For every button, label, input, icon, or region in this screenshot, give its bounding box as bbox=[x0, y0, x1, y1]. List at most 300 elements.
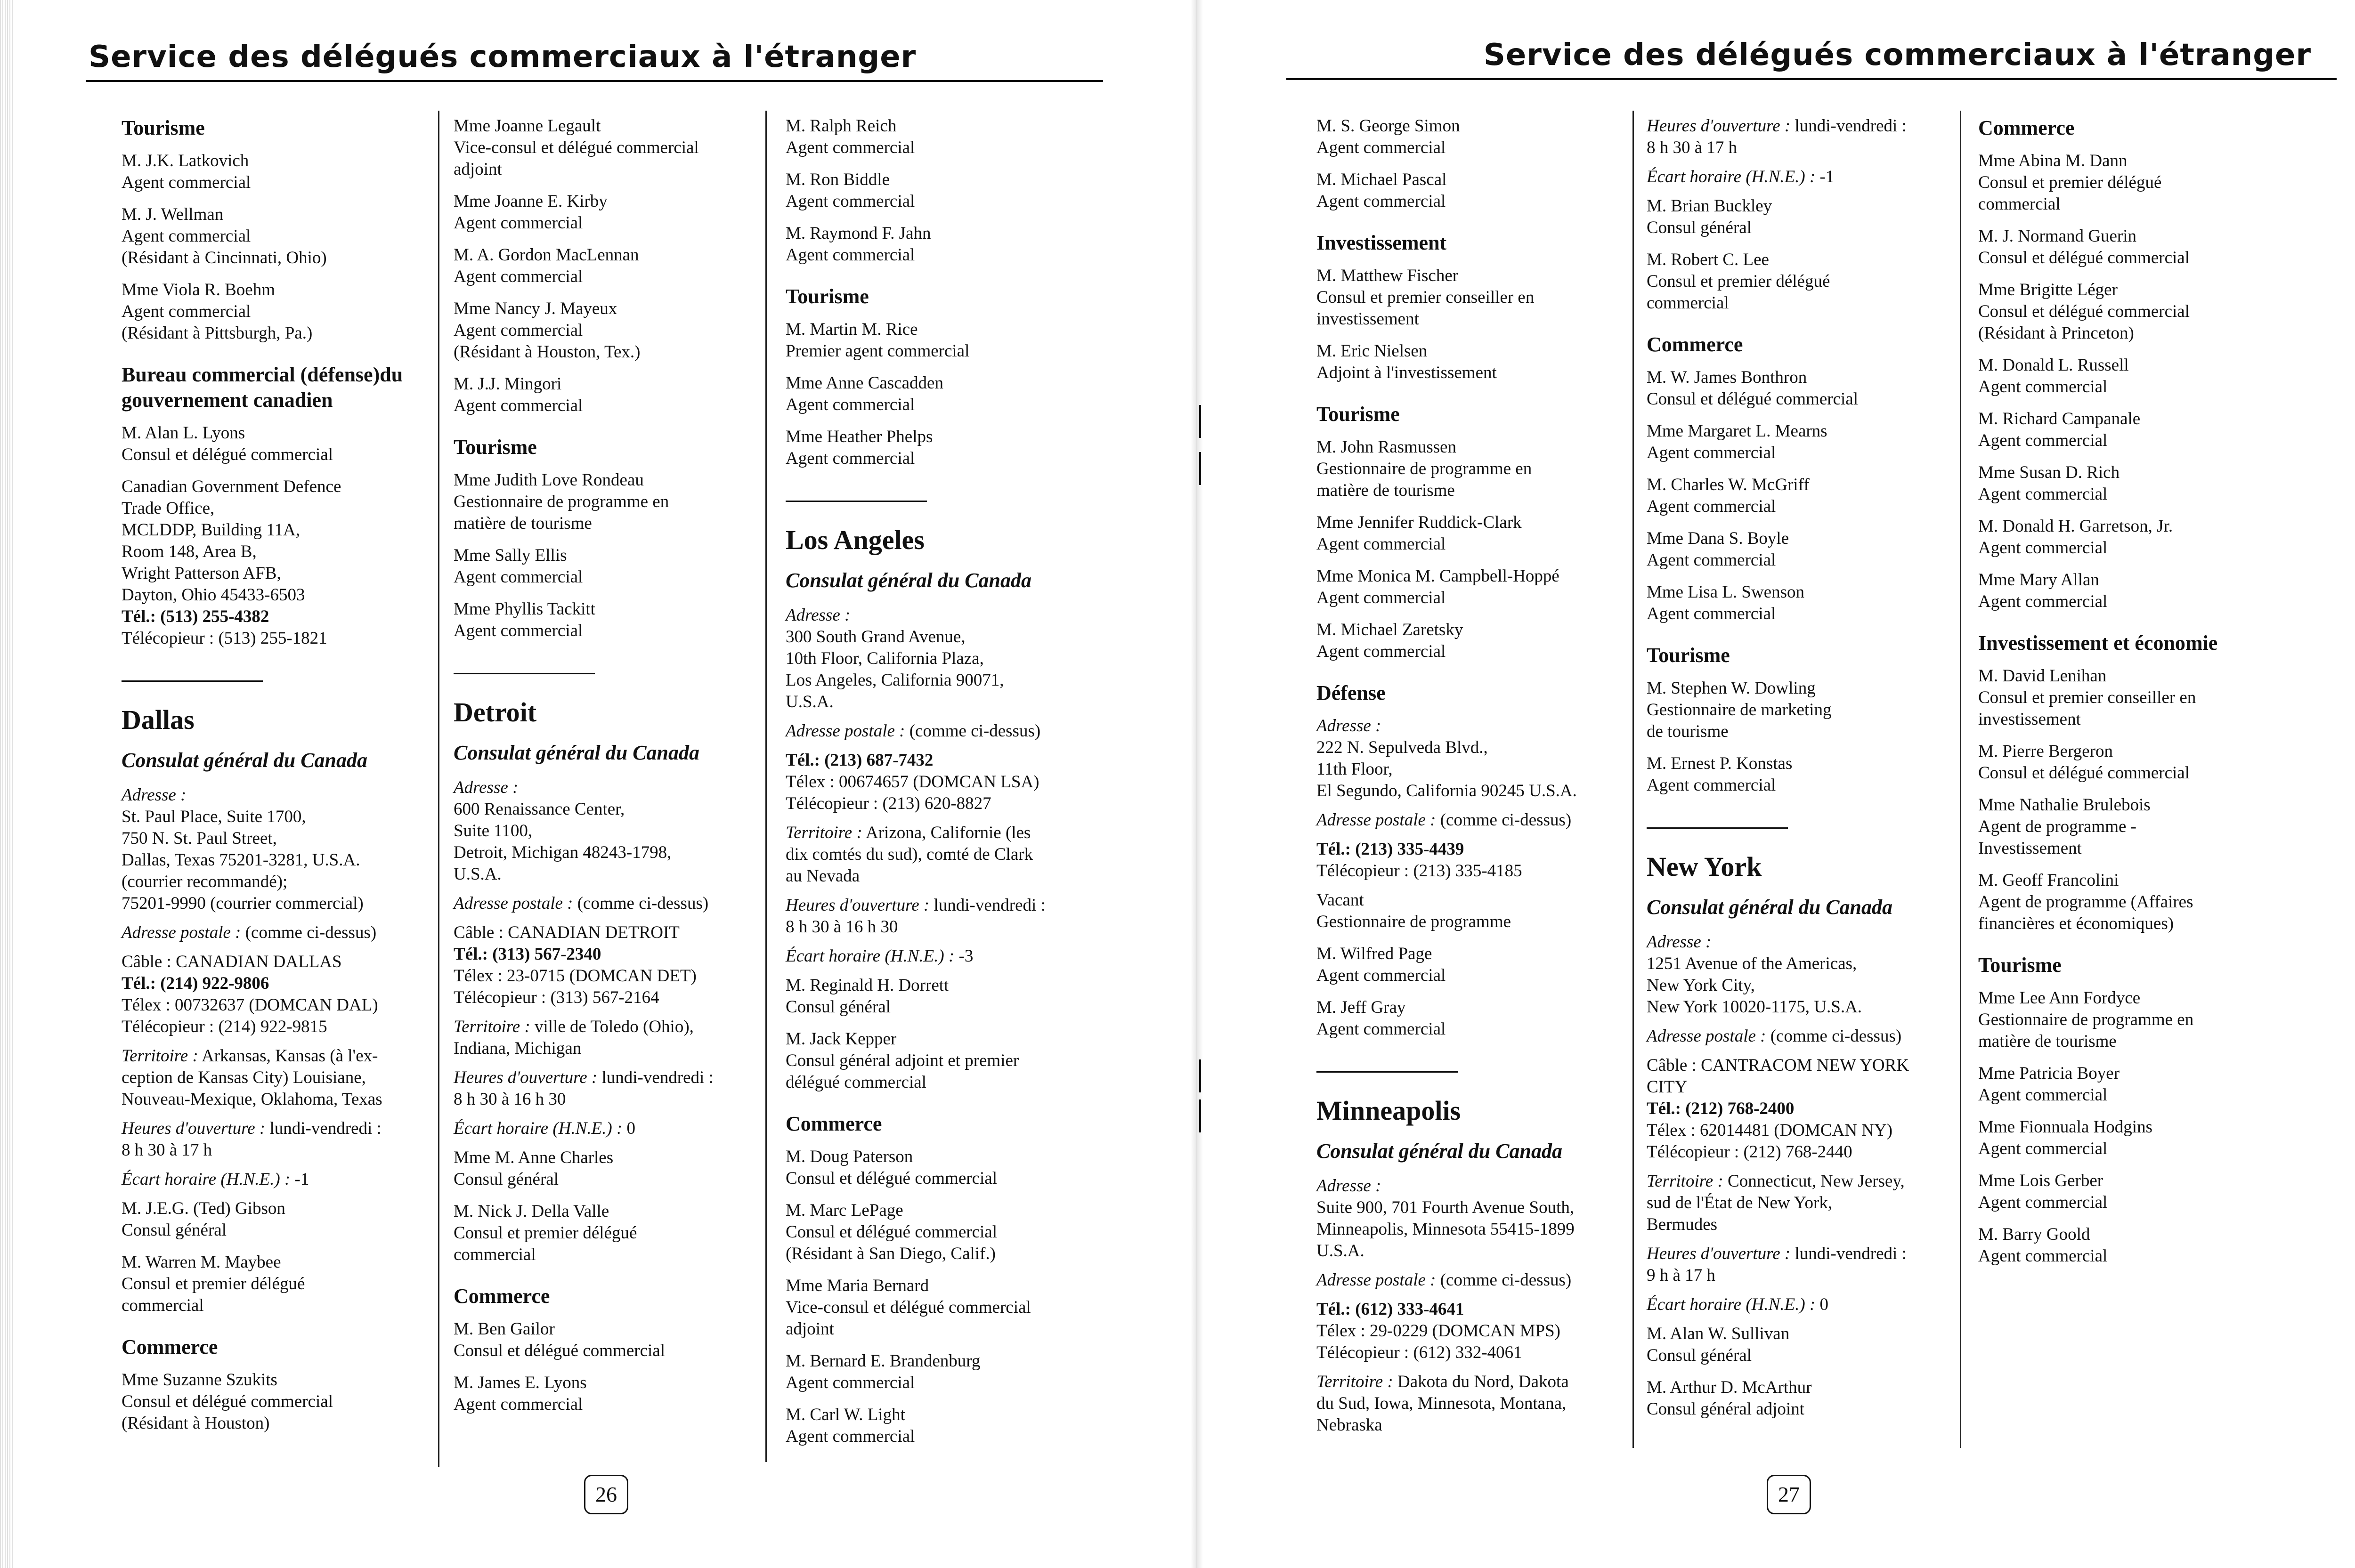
city-heading: New York bbox=[1647, 851, 1762, 882]
postal-address bbox=[1316, 1269, 1608, 1291]
contact-numbers bbox=[1647, 1055, 1939, 1163]
contact-entry bbox=[1647, 753, 1939, 796]
left-column-2 bbox=[454, 115, 746, 1426]
text-line: M. Alan L. Lyons bbox=[122, 423, 245, 443]
text-line: 1251 Avenue of the Americas, bbox=[1647, 954, 1857, 973]
contact-entry bbox=[454, 1372, 746, 1415]
hours-label: Heures d'ouverture : bbox=[786, 896, 930, 915]
address-lines bbox=[1647, 953, 1939, 1018]
offset-label: Écart horaire (H.N.E.) : bbox=[786, 946, 955, 966]
text-line: commercial bbox=[454, 1245, 536, 1264]
text-line: Mme Lee Ann Fordyce bbox=[1978, 988, 2141, 1008]
postal-label: Adresse postale : bbox=[122, 923, 241, 942]
text-line: Agent commercial bbox=[786, 245, 915, 265]
address-block bbox=[786, 605, 1078, 713]
right-page bbox=[1197, 0, 2355, 1568]
left-column-1 bbox=[122, 115, 414, 1445]
contact-entry bbox=[1316, 436, 1608, 501]
text-line: M. Ben Gailor bbox=[454, 1319, 555, 1339]
address-lines bbox=[122, 806, 414, 914]
text-line: Mme Lois Gerber bbox=[1978, 1171, 2103, 1190]
text-line: Mme Nancy J. Mayeux bbox=[454, 299, 617, 318]
text-line: Consul et premier délégué bbox=[1647, 272, 1830, 291]
text-line: Mme Joanne Legault bbox=[454, 116, 601, 136]
text-line: Consul et premier délégué bbox=[122, 1274, 305, 1293]
fax: Télécopieur : (214) 922-9815 bbox=[122, 1017, 327, 1036]
text-line: M. W. James Bonthron bbox=[1647, 368, 1807, 387]
fax: Télécopieur : (213) 335-4185 bbox=[1316, 861, 1522, 881]
opening-hours bbox=[1647, 1243, 1939, 1286]
page-title: Service des délégués commerciaux à l'étranger bbox=[89, 40, 917, 74]
text-line: Agent commercial bbox=[1978, 1139, 2108, 1158]
text-line: Agent commercial bbox=[786, 395, 915, 414]
text-line: 8 h 30 à 17 h bbox=[122, 1140, 212, 1160]
phone: Tél.: (313) 567-2340 bbox=[454, 945, 601, 964]
text-line: matière de tourisme bbox=[1978, 1032, 2117, 1051]
text-line: Agent commercial bbox=[786, 138, 915, 157]
text-line: Consul et premier conseiller en bbox=[1316, 288, 1535, 307]
column-separator bbox=[1632, 111, 1634, 1448]
address-block bbox=[454, 777, 746, 885]
offset-value: 0 bbox=[1815, 1295, 1829, 1314]
text-line: Agent commercial bbox=[786, 1373, 915, 1392]
postal-value: (comme ci-dessus) bbox=[1766, 1026, 1902, 1046]
text-line: M. J.K. Latkovich bbox=[122, 151, 249, 170]
address-lines bbox=[454, 799, 746, 885]
text-line: lundi-vendredi : bbox=[929, 896, 1046, 915]
text-line: Dallas, Texas 75201-3281, U.S.A. bbox=[122, 850, 360, 870]
contact-entry bbox=[1978, 569, 2270, 613]
contact-entry bbox=[122, 1252, 414, 1317]
text-line: Mme Margaret L. Mearns bbox=[1647, 421, 1827, 441]
address-block bbox=[1647, 931, 1939, 1018]
text-line: Câble : CANTRACOM NEW YORK bbox=[1647, 1056, 1909, 1075]
text-line: (Résidant à Cincinnati, Ohio) bbox=[122, 248, 327, 267]
text-line: commercial bbox=[1647, 293, 1729, 313]
text-line: ville de Toledo (Ohio), bbox=[530, 1017, 694, 1036]
text-line: Agent commercial bbox=[786, 1427, 915, 1446]
fax: Télécopieur : (513) 255-1821 bbox=[122, 629, 327, 648]
contact-entry bbox=[454, 244, 746, 288]
section-heading: Tourisme bbox=[1647, 644, 1730, 667]
contact-entry bbox=[1316, 943, 1608, 986]
text-line: commercial bbox=[122, 1296, 204, 1315]
text-line: M. Barry Goold bbox=[1978, 1225, 2090, 1244]
text-line: Agent commercial bbox=[454, 567, 583, 587]
text-line: Suite 900, 701 Fourth Avenue South, bbox=[1316, 1198, 1575, 1217]
text-line: Agent commercial bbox=[122, 173, 251, 192]
contact-entry bbox=[786, 1404, 1078, 1447]
text-line: Gestionnaire de programme en bbox=[454, 492, 669, 511]
text-line: M. Martin M. Rice bbox=[786, 320, 918, 339]
territory bbox=[1316, 1371, 1608, 1436]
text-line: Consul général bbox=[454, 1170, 559, 1189]
offset-label: Écart horaire (H.N.E.) : bbox=[122, 1170, 291, 1189]
text-line: Gestionnaire de programme bbox=[1316, 912, 1511, 931]
text-line: M. Brian Buckley bbox=[1647, 196, 1772, 216]
text-line: Agent commercial bbox=[1978, 1085, 2108, 1105]
time-offset bbox=[1647, 1294, 1939, 1316]
offset-value: -1 bbox=[290, 1170, 309, 1189]
opening-hours bbox=[786, 895, 1078, 938]
contact-numbers bbox=[122, 951, 414, 1038]
text-line: Consul et premier délégué bbox=[1978, 173, 2162, 192]
text-line: Agent commercial bbox=[1978, 431, 2108, 450]
text-line: MCLDDP, Building 11A, bbox=[122, 520, 300, 540]
postal-label: Adresse postale : bbox=[454, 894, 573, 913]
text-line: M. Jeff Gray bbox=[1316, 998, 1406, 1017]
telex: Télex : 00732637 (DOMCAN DAL) bbox=[122, 995, 378, 1015]
text-line: Gestionnaire de marketing bbox=[1647, 700, 1832, 719]
text-line: (Résidant à Houston) bbox=[122, 1414, 270, 1433]
contact-entry bbox=[1978, 1063, 2270, 1106]
fax: Télécopieur : (212) 768-2440 bbox=[1647, 1142, 1852, 1162]
text-line: Mme Lisa L. Swenson bbox=[1647, 582, 1805, 602]
contact-entry bbox=[1647, 528, 1939, 571]
text-line: Agent commercial bbox=[1316, 138, 1446, 157]
phone: Tél.: (214) 922-9806 bbox=[122, 974, 269, 993]
text-line: M. A. Gordon MacLennan bbox=[454, 245, 639, 265]
text-line: Mme Dana S. Boyle bbox=[1647, 529, 1789, 548]
text-line: Nouveau-Mexique, Oklahoma, Texas bbox=[122, 1090, 382, 1109]
address-lines bbox=[122, 476, 414, 606]
text-line: M. Nick J. Della Valle bbox=[454, 1202, 609, 1221]
contact-entry bbox=[454, 1318, 746, 1362]
text-line: Agent commercial bbox=[1316, 534, 1446, 554]
address-lines bbox=[1316, 1197, 1608, 1262]
text-line: Consul et délégué commercial bbox=[122, 445, 333, 464]
postal-label: Adresse postale : bbox=[1316, 810, 1436, 830]
time-offset bbox=[122, 1169, 414, 1190]
postal-address bbox=[122, 922, 414, 944]
text-line: Agent commercial bbox=[454, 1395, 583, 1414]
fax: Télécopieur : (612) 332-4061 bbox=[1316, 1343, 1522, 1362]
consulate-heading: Consulat général du Canada bbox=[1647, 896, 1893, 919]
contact-entry bbox=[454, 598, 746, 642]
territory-label: Territoire : bbox=[454, 1017, 530, 1036]
text-line: Mme Anne Cascadden bbox=[786, 373, 943, 393]
page-number: 27 bbox=[1767, 1475, 1811, 1514]
contact-entry bbox=[122, 422, 414, 466]
text-line: sud de l'État de New York, bbox=[1647, 1193, 1833, 1212]
contact-entry bbox=[1978, 279, 2270, 344]
page-number: 26 bbox=[584, 1475, 628, 1514]
title-rule bbox=[86, 80, 1103, 82]
text-line: dix comtés du sud), comté de Clark bbox=[786, 845, 1033, 864]
text-line: Mme Heather Phelps bbox=[786, 427, 933, 446]
contact-entry bbox=[786, 319, 1078, 362]
text-line: CITY bbox=[1647, 1077, 1688, 1097]
city-divider bbox=[786, 501, 927, 502]
contact-numbers bbox=[1316, 1299, 1608, 1364]
text-line: Dakota du Nord, Dakota bbox=[1393, 1372, 1569, 1391]
text-line: Mme M. Anne Charles bbox=[454, 1148, 614, 1167]
hours-label: Heures d'ouverture : bbox=[122, 1119, 266, 1138]
text-line: Investissement bbox=[1978, 839, 2082, 858]
text-line: M. John Rasmussen bbox=[1316, 437, 1457, 457]
contact-entry bbox=[1647, 195, 1939, 239]
contact-entry bbox=[1978, 150, 2270, 215]
city-divider bbox=[454, 673, 595, 674]
text-line: Agent commercial bbox=[122, 302, 251, 321]
text-line: (Résidant à San Diego, Calif.) bbox=[786, 1244, 996, 1263]
address-block bbox=[1316, 1175, 1608, 1262]
telex: Télex : 00674657 (DOMCAN LSA) bbox=[786, 772, 1039, 792]
right-column-2 bbox=[1647, 115, 1939, 1431]
address-lines bbox=[1316, 737, 1608, 802]
text-line: Agent commercial bbox=[1978, 485, 2108, 504]
text-line: Mme Phyllis Tackitt bbox=[454, 599, 595, 619]
text-line: lundi-vendredi : bbox=[265, 1119, 382, 1138]
text-line: adjoint bbox=[454, 160, 502, 179]
postal-address bbox=[454, 893, 746, 914]
text-line: M. Bernard E. Brandenburg bbox=[786, 1351, 981, 1371]
contact-entry bbox=[1647, 1377, 1939, 1420]
text-line: M. Warren M. Maybee bbox=[122, 1253, 281, 1272]
text-line: Bureau commercial (défense) bbox=[122, 363, 380, 386]
text-line: investissement bbox=[1316, 309, 1419, 329]
text-line: (Résidant à Houston, Tex.) bbox=[454, 342, 641, 362]
text-line: Agent commercial bbox=[1978, 1246, 2108, 1266]
text-line: Agent commercial bbox=[786, 192, 915, 211]
text-line: Arizona, Californie (les bbox=[862, 823, 1031, 842]
address-label: Adresse : bbox=[1316, 1176, 1381, 1196]
text-line: Agent commercial bbox=[786, 449, 915, 468]
section-heading: Investissement bbox=[1316, 231, 1447, 254]
postal-address bbox=[1316, 809, 1608, 831]
text-line: M. Ralph Reich bbox=[786, 116, 897, 136]
text-line: Mme Suzanne Szukits bbox=[122, 1370, 277, 1390]
text-line: au Nevada bbox=[786, 866, 860, 886]
contact-entry bbox=[786, 372, 1078, 416]
offset-value: 0 bbox=[622, 1119, 636, 1138]
text-line: Consul général bbox=[122, 1220, 227, 1240]
contact-entry bbox=[454, 191, 746, 234]
text-line: 222 N. Sepulveda Blvd., bbox=[1316, 738, 1488, 757]
right-column-3 bbox=[1978, 115, 2270, 1277]
text-line: 11th Floor, bbox=[1316, 760, 1393, 779]
text-line: Arkansas, Kansas (à l'ex- bbox=[198, 1046, 378, 1066]
text-line: financières et économiques) bbox=[1978, 914, 2174, 933]
text-line: Agent commercial bbox=[1316, 192, 1446, 211]
text-line: M. J.E.G. (Ted) Gibson bbox=[122, 1199, 285, 1218]
text-line: Consul général adjoint bbox=[1647, 1399, 1804, 1419]
phone: Tél.: (212) 768-2400 bbox=[1647, 1099, 1795, 1118]
phone: Tél.: (612) 333-4641 bbox=[1316, 1300, 1464, 1319]
title-rule bbox=[1286, 78, 2337, 80]
text-line: Consul et délégué commercial bbox=[786, 1222, 997, 1242]
text-line: Consul et délégué commercial bbox=[1978, 302, 2190, 321]
text-line: Gestionnaire de programme en bbox=[1978, 1010, 2194, 1029]
postal-value: (comme ci-dessus) bbox=[905, 721, 1041, 741]
postal-label: Adresse postale : bbox=[786, 721, 905, 741]
time-offset bbox=[786, 946, 1078, 967]
text-line: (courrier recommandé); bbox=[122, 872, 288, 891]
contact-entry bbox=[786, 1146, 1078, 1189]
contact-entry bbox=[454, 545, 746, 588]
text-line: Agent commercial bbox=[1978, 1193, 2108, 1212]
contact-entry bbox=[1316, 115, 1608, 159]
city-divider bbox=[122, 680, 263, 682]
text-line: Agent commercial bbox=[454, 213, 583, 233]
section-heading: Tourisme bbox=[1978, 954, 2062, 977]
cable: Câble : CANADIAN DETROIT bbox=[454, 923, 680, 942]
city-heading: Minneapolis bbox=[1316, 1095, 1461, 1126]
offset-label: Écart horaire (H.N.E.) : bbox=[454, 1119, 623, 1138]
text-line: Minneapolis, Minnesota 55415-1899 bbox=[1316, 1220, 1575, 1239]
text-line: Agent de programme - bbox=[1978, 817, 2136, 836]
text-line: Agent commercial bbox=[1647, 497, 1776, 516]
text-line: St. Paul Place, Suite 1700, bbox=[122, 807, 306, 826]
contact-entry bbox=[454, 469, 746, 534]
hours-label: Heures d'ouverture : bbox=[454, 1068, 598, 1087]
text-line: Los Angeles, California 90071, bbox=[786, 671, 1004, 690]
text-line: (Résidant à Pittsburgh, Pa.) bbox=[122, 323, 313, 343]
text-line: commercial bbox=[1978, 194, 2061, 214]
territory-label: Territoire : bbox=[1647, 1172, 1723, 1191]
text-line: M. Wilfred Page bbox=[1316, 944, 1432, 963]
contact-entry bbox=[1978, 226, 2270, 269]
offset-value: -3 bbox=[954, 946, 974, 966]
territory bbox=[454, 1016, 746, 1059]
text-line: M. Geoff Francolini bbox=[1978, 871, 2119, 890]
contact-numbers bbox=[1316, 839, 1608, 882]
text-line: Canadian Government Defence bbox=[122, 477, 341, 496]
text-line: Mme Abina M. Dann bbox=[1978, 151, 2128, 170]
text-line: Agent commercial bbox=[1316, 642, 1446, 661]
contact-entry bbox=[454, 373, 746, 417]
contact-entry bbox=[1978, 1116, 2270, 1160]
text-line: Bermudes bbox=[1647, 1215, 1718, 1234]
contact-entry bbox=[1316, 889, 1608, 933]
postal-label: Adresse postale : bbox=[1316, 1270, 1436, 1290]
text-line: délégué commercial bbox=[786, 1073, 926, 1092]
text-line: Detroit, Michigan 48243-1798, bbox=[454, 843, 672, 862]
text-line: Agent commercial bbox=[1647, 550, 1776, 570]
contact-entry bbox=[1647, 582, 1939, 625]
text-line: 750 N. St. Paul Street, bbox=[122, 829, 277, 848]
text-line: Dayton, Ohio 45433-6503 bbox=[122, 585, 305, 605]
text-line: Agent commercial bbox=[454, 621, 583, 640]
city-heading: Los Angeles bbox=[786, 525, 925, 555]
text-line: Consul général adjoint et premier bbox=[786, 1051, 1019, 1070]
section-heading: Commerce bbox=[454, 1285, 550, 1308]
telex: Télex : 62014481 (DOMCAN NY) bbox=[1647, 1121, 1893, 1140]
contact-entry bbox=[786, 1275, 1078, 1340]
left-column-3 bbox=[786, 115, 1078, 1458]
offset-label: Écart horaire (H.N.E.) : bbox=[1647, 167, 1816, 186]
contact-entry bbox=[1316, 566, 1608, 609]
contact-entry bbox=[1978, 741, 2270, 784]
phone: Tél.: (513) 255-4382 bbox=[122, 607, 269, 626]
section-heading: Tourisme bbox=[454, 436, 537, 459]
contact-numbers bbox=[454, 922, 746, 1009]
contact-entry bbox=[786, 115, 1078, 159]
text-line: M. Alan W. Sullivan bbox=[1647, 1324, 1790, 1343]
contact-entry bbox=[786, 169, 1078, 212]
text-line: M. Stephen W. Dowling bbox=[1647, 679, 1816, 698]
text-line: Vice-consul et délégué commercial bbox=[454, 138, 699, 157]
offset-value: -1 bbox=[1815, 167, 1835, 186]
text-line: 600 Renaissance Center, bbox=[454, 800, 625, 819]
text-line: M. James E. Lyons bbox=[454, 1373, 587, 1392]
contact-entry bbox=[454, 1201, 746, 1266]
text-line: M. Matthew Fischer bbox=[1316, 266, 1459, 285]
page-title: Service des délégués commerciaux à l'étranger bbox=[1483, 38, 2311, 73]
text-line: M. Ernest P. Konstas bbox=[1647, 754, 1793, 773]
contact-entry bbox=[454, 298, 746, 363]
offset-label: Écart horaire (H.N.E.) : bbox=[1647, 1295, 1816, 1314]
contact-entry bbox=[1978, 1170, 2270, 1213]
time-offset bbox=[454, 1118, 746, 1140]
text-line: M. Doug Paterson bbox=[786, 1147, 913, 1166]
contact-entry bbox=[786, 1028, 1078, 1093]
contact-entry bbox=[122, 279, 414, 344]
opening-hours bbox=[1647, 115, 1939, 159]
section-heading: Commerce bbox=[786, 1112, 882, 1135]
postal-address bbox=[1647, 1026, 1939, 1047]
text-line: Nebraska bbox=[1316, 1415, 1382, 1435]
text-line: Gestionnaire de programme en bbox=[1316, 459, 1532, 478]
text-line: Consul général bbox=[1647, 218, 1752, 237]
hours-label: Heures d'ouverture : bbox=[1647, 116, 1791, 136]
text-line: Adjoint à l'investissement bbox=[1316, 363, 1497, 382]
contact-entry bbox=[454, 115, 746, 180]
text-line: ception de Kansas City) Louisiane, bbox=[122, 1068, 366, 1087]
text-line: Room 148, Area B, bbox=[122, 542, 257, 561]
contact-entry bbox=[1316, 997, 1608, 1040]
postal-value: (comme ci-dessus) bbox=[241, 923, 377, 942]
column-separator bbox=[765, 111, 767, 1462]
text-line: lundi-vendredi : bbox=[1790, 116, 1907, 136]
contact-entry bbox=[786, 1200, 1078, 1265]
text-line: 300 South Grand Avenue, bbox=[786, 627, 966, 647]
text-line: Consul et premier délégué bbox=[454, 1223, 637, 1243]
section-heading: Tourisme bbox=[1316, 403, 1400, 426]
text-line: matière de tourisme bbox=[1316, 481, 1455, 500]
text-line: M. J.J. Mingori bbox=[454, 374, 562, 394]
text-line: M. Reginald H. Dorrett bbox=[786, 976, 949, 995]
text-line: Indiana, Michigan bbox=[454, 1039, 582, 1058]
text-line: Consul et délégué commercial bbox=[1978, 763, 2190, 783]
right-column-1 bbox=[1316, 115, 1608, 1444]
contact-entry bbox=[1647, 474, 1939, 517]
text-line: M. S. George Simon bbox=[1316, 116, 1460, 136]
text-line: El Segundo, California 90245 U.S.A. bbox=[1316, 781, 1577, 800]
section-heading: Commerce bbox=[1978, 116, 2075, 139]
territory-label: Territoire : bbox=[1316, 1372, 1393, 1391]
opening-hours bbox=[454, 1067, 746, 1110]
text-line: M. Arthur D. McArthur bbox=[1647, 1378, 1812, 1397]
text-line: Mme Patricia Boyer bbox=[1978, 1064, 2120, 1083]
column-separator bbox=[438, 111, 439, 1467]
contact-entry bbox=[1647, 367, 1939, 410]
consulate-heading: Consulat général du Canada bbox=[122, 749, 368, 772]
section-heading: Tourisme bbox=[122, 116, 205, 139]
text-line: de tourisme bbox=[1647, 722, 1729, 741]
postal-value: (comme ci-dessus) bbox=[1436, 810, 1572, 830]
address-block bbox=[122, 784, 414, 914]
postal-value: (comme ci-dessus) bbox=[1436, 1270, 1572, 1290]
text-line: Mme Nathalie Brulebois bbox=[1978, 795, 2151, 815]
text-line: Mme Mary Allan bbox=[1978, 570, 2099, 590]
cable bbox=[1647, 1055, 1939, 1098]
text-line: M. Donald L. Russell bbox=[1978, 356, 2129, 375]
text-line: Agent commercial bbox=[1978, 377, 2108, 396]
contact-entry bbox=[1316, 340, 1608, 384]
text-line: M. Pierre Bergeron bbox=[1978, 742, 2113, 761]
text-line: M. Donald H. Garretson, Jr. bbox=[1978, 517, 2173, 536]
